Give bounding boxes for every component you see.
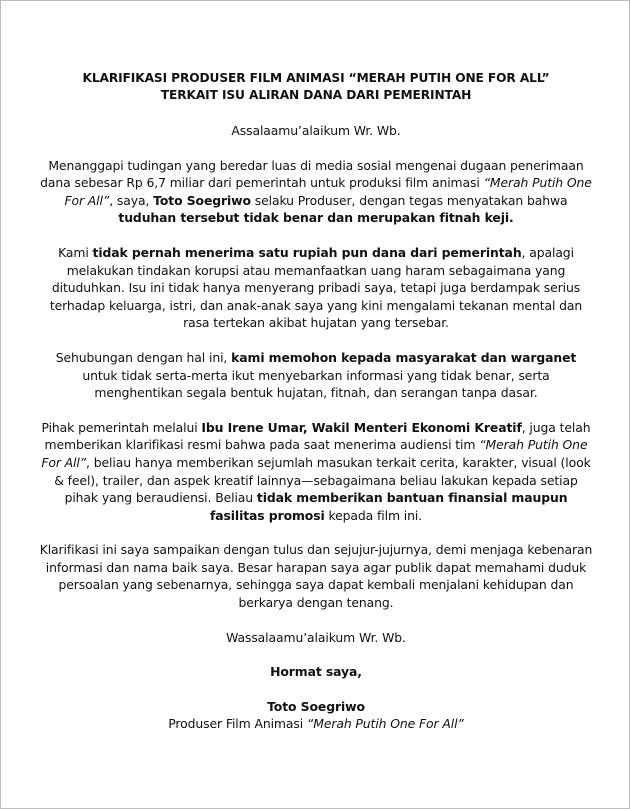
p2-text-b: , apalagi melakukan tindakan korupsi atau memanfaatkan uang haram sebagaimana yang dituduhkan. Isu ini tidak hanya menyerang pribadi saya, tetapi juga berdampak serius terhadap keluarga, istri, dan anak-anak saya yang kini mengalami tekanan mental dan rasa tertekan akibat hujatan yang tersebar. bbox=[49, 244, 583, 331]
official-name: Ibu Irene Umar, Wakil Menteri Ekonomi Kreatif bbox=[201, 419, 522, 435]
paragraph-4 bbox=[38, 419, 594, 525]
p1-text-c: selaku Produser, dengan tegas menyatakan bahwa bbox=[250, 192, 568, 208]
paragraph-1 bbox=[38, 157, 594, 227]
p4-text-d: kepada film ini. bbox=[324, 507, 423, 523]
p2-emphasis: tidak pernah menerima satu rupiah pun dana dari pemerintah bbox=[92, 244, 522, 260]
signature-role: Produser Film Animasi bbox=[168, 716, 307, 732]
film-title: “Merah Putih One For All” bbox=[64, 175, 592, 208]
p4-text-b: , juga telah memberikan klarifikasi resmi bahwa pada saat menerima audiensi tim bbox=[44, 419, 591, 453]
regards-text: Hormat saya, bbox=[270, 664, 362, 680]
p1-text-a: Menanggapi tudingan yang beredar luas di media sosial mengenai dugaan penerimaan dana sebesar Rp 6,7 miliar dari pemerintah untuk produksi film animasi bbox=[40, 157, 584, 191]
closing-greeting: Wassalaamu’alaikum Wr. Wb. bbox=[226, 629, 406, 645]
p4-text-c: , beliau hanya memberikan sejumlah masukan terkait cerita, karakter, visual (look & feel), trailer, dan aspek kreatif lainnya—sebagaimana beliau lakukan kepada setiap pihak yang beraudiensi. Beliau bbox=[54, 454, 591, 506]
p1-emphasis: tuduhan tersebut tidak benar dan merupakan fitnah keji. bbox=[118, 210, 514, 226]
title-line-2: TERKAIT ISU ALIRAN DANA DARI PEMERINTAH bbox=[160, 88, 472, 102]
p3-emphasis: kami memohon kepada masyarakat dan warganet bbox=[231, 349, 577, 365]
signature-film: “Merah Putih One For All” bbox=[306, 716, 464, 732]
p2-text-a: Kami bbox=[58, 244, 93, 260]
film-title: “Merah Putih One For All” bbox=[41, 437, 588, 470]
regards bbox=[38, 663, 594, 681]
letter-title bbox=[38, 70, 594, 104]
p3-text-a: Sehubungan dengan hal ini, bbox=[55, 349, 232, 365]
clarification-letter bbox=[38, 70, 594, 733]
paragraph-3 bbox=[38, 349, 594, 402]
signature-block bbox=[38, 698, 594, 733]
signature-name: Toto Soegriwo bbox=[267, 698, 365, 714]
p4-emphasis: tidak memberikan bantuan finansial maupun fasilitas promosi bbox=[209, 490, 568, 523]
paragraph-2 bbox=[38, 244, 594, 332]
producer-name: Toto Soegriwo bbox=[153, 192, 251, 208]
p1-text-b: , saya, bbox=[109, 192, 154, 208]
p3-text-b: untuk tidak serta-merta ikut menyebarkan informasi yang tidak benar, serta menghentikan segala bentuk hujatan, fitnah, dan serangan tanpa dasar. bbox=[82, 367, 550, 401]
paragraph-5: Klarifikasi ini saya sampaikan dengan tulus dan sejujur-jujurnya, demi menjaga kebenaran informasi dan nama baik saya. Besar harapan saya agar publik dapat memahami duduk persoalan yang sebenarnya, sehingga saya dapat kembali menjalani kehidupan dan berkarya dengan tenang. bbox=[39, 542, 593, 611]
p4-text-a: Pihak pemerintah melalui bbox=[41, 419, 202, 435]
title-line-1: KLARIFIKASI PRODUSER FILM ANIMASI “MERAH PUTIH ONE FOR ALL” bbox=[82, 71, 550, 85]
greeting: Assalaamu’alaikum Wr. Wb. bbox=[231, 123, 401, 138]
